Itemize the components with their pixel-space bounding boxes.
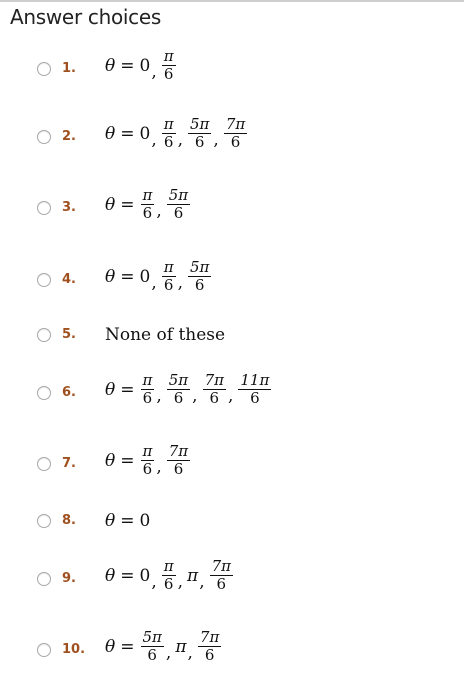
denominator: 6 — [173, 389, 184, 407]
equals-sign: = — [120, 450, 135, 471]
value-zero: 0 — [139, 565, 151, 586]
fraction-7pi-over-6 — [210, 558, 233, 593]
choice-number: 2. — [62, 129, 76, 144]
numerator: 7π — [199, 628, 220, 646]
top-divider — [0, 0, 464, 2]
fraction-5pi-over-6 — [188, 259, 211, 294]
value-zero: 0 — [139, 55, 151, 76]
numerator: 7π — [204, 371, 224, 389]
comma: , — [177, 272, 183, 293]
pi-symbol: π — [175, 636, 187, 657]
radio-choice-5[interactable] — [37, 328, 51, 342]
comma: , — [227, 385, 234, 406]
comma: , — [156, 456, 162, 477]
denominator: 6 — [250, 389, 260, 407]
numerator: π — [163, 557, 174, 575]
equals-sign: = — [120, 194, 135, 215]
radio-choice-2[interactable] — [37, 130, 51, 144]
value-zero: 0 — [139, 266, 151, 287]
equals-sign: = — [120, 636, 135, 657]
fraction-7pi-over-6 — [198, 629, 221, 664]
denominator: 6 — [163, 65, 174, 83]
radio-choice-9[interactable] — [37, 572, 51, 586]
denominator: 6 — [163, 133, 174, 151]
equals-sign: = — [120, 55, 135, 76]
comma: , — [192, 385, 198, 406]
theta-symbol: θ — [105, 511, 116, 531]
fraction-5pi-over-6 — [141, 629, 164, 664]
equals-sign: = — [120, 379, 135, 400]
theta-symbol: θ — [105, 565, 116, 586]
fraction-pi-over-6 — [162, 48, 176, 83]
comma: , — [151, 571, 157, 592]
comma: , — [151, 61, 157, 82]
numerator: π — [142, 371, 153, 389]
equals-sign: = — [120, 565, 135, 586]
comma: , — [177, 571, 183, 592]
choice-number: 9. — [62, 571, 76, 586]
choice-number: 6. — [62, 385, 76, 400]
choice-expression — [105, 187, 191, 222]
theta-symbol: θ — [105, 266, 116, 287]
comma: , — [156, 200, 162, 221]
radio-choice-1[interactable] — [37, 62, 51, 76]
numerator: 7π — [168, 442, 189, 460]
denominator: 6 — [163, 575, 174, 593]
fraction-pi-over-6 — [162, 116, 176, 151]
numerator: 5π — [168, 371, 189, 389]
radio-choice-3[interactable] — [37, 201, 51, 215]
denominator: 6 — [194, 133, 205, 151]
choice-expression — [105, 48, 177, 83]
denominator: 6 — [142, 204, 153, 222]
denominator: 6 — [230, 133, 241, 151]
denominator: 6 — [204, 646, 215, 664]
choice-number: 10. — [62, 642, 86, 657]
radio-choice-10[interactable] — [37, 643, 51, 657]
denominator: 6 — [173, 204, 184, 222]
choice-expression — [105, 558, 234, 593]
theta-symbol: θ — [105, 636, 116, 657]
denominator: 6 — [142, 460, 153, 478]
fraction-5pi-over-6 — [188, 116, 211, 151]
numerator: 5π — [190, 258, 210, 276]
choice-number: 7. — [62, 456, 76, 471]
answer-choice-1[interactable] — [0, 45, 464, 105]
denominator: 6 — [216, 575, 227, 593]
radio-choice-8[interactable] — [37, 514, 51, 528]
equals-sign: = — [120, 123, 135, 144]
numerator: 7π — [211, 557, 231, 575]
fraction-7pi-over-6 — [203, 372, 226, 407]
fraction-7pi-over-6 — [224, 116, 247, 151]
theta-symbol: θ — [105, 123, 116, 144]
denominator: 6 — [209, 389, 220, 407]
comma: , — [199, 571, 205, 592]
numerator: π — [163, 47, 174, 65]
radio-choice-7[interactable] — [37, 457, 51, 471]
equals-sign: = — [120, 511, 135, 531]
comma: , — [151, 129, 157, 150]
denominator: 6 — [163, 276, 174, 294]
fraction-5pi-over-6 — [167, 187, 190, 222]
answer-choice-9[interactable] — [0, 555, 464, 615]
answer-choices-heading: Answer choices — [10, 5, 162, 29]
choice-expression — [105, 511, 150, 531]
comma: , — [156, 385, 162, 406]
answer-choice-3[interactable] — [0, 179, 464, 239]
numerator: 7π — [225, 115, 246, 133]
choice-text: None of these — [105, 325, 226, 345]
fraction-pi-over-6 — [162, 558, 176, 593]
choice-expression — [105, 629, 222, 664]
answer-choice-7[interactable] — [0, 437, 464, 497]
comma: , — [165, 642, 172, 663]
comma: , — [213, 129, 219, 150]
answer-choice-6[interactable] — [0, 365, 464, 425]
answer-choice-10[interactable] — [0, 622, 464, 682]
choice-number: 8. — [62, 513, 76, 528]
denominator: 6 — [173, 460, 184, 478]
choice-number: 1. — [62, 61, 76, 76]
value-zero: 0 — [139, 511, 151, 531]
answer-choice-4[interactable] — [0, 250, 464, 310]
choice-expression — [105, 443, 191, 478]
radio-choice-6[interactable] — [37, 386, 51, 400]
choice-number: 3. — [62, 200, 76, 215]
numerator: 5π — [142, 628, 162, 646]
numerator: 5π — [168, 186, 189, 204]
fraction-pi-over-6 — [141, 443, 155, 478]
choice-expression — [105, 259, 212, 294]
numerator: π — [163, 258, 174, 276]
choice-expression — [105, 372, 272, 407]
radio-choice-4[interactable] — [37, 273, 51, 287]
choice-number: 5. — [62, 327, 76, 342]
theta-symbol: θ — [105, 194, 116, 215]
numerator: π — [142, 186, 153, 204]
value-zero: 0 — [139, 123, 151, 144]
theta-symbol: θ — [105, 55, 116, 76]
fraction-pi-over-6 — [141, 187, 155, 222]
fraction-pi-over-6 — [162, 259, 176, 294]
comma: , — [187, 642, 193, 663]
fraction-pi-over-6 — [141, 372, 155, 407]
fraction-5pi-over-6 — [167, 372, 190, 407]
numerator: π — [163, 115, 174, 133]
fraction-11pi-over-6 — [238, 372, 271, 407]
choice-number: 4. — [62, 272, 76, 287]
denominator: 6 — [194, 276, 205, 294]
comma: , — [177, 129, 183, 150]
numerator: π — [142, 442, 153, 460]
theta-symbol: θ — [105, 379, 116, 400]
comma: , — [151, 272, 157, 293]
answer-choice-2[interactable] — [0, 108, 464, 168]
denominator: 6 — [142, 389, 153, 407]
pi-symbol: π — [187, 565, 199, 586]
denominator: 6 — [147, 646, 157, 664]
numerator: 5π — [190, 115, 210, 133]
fraction-7pi-over-6 — [167, 443, 190, 478]
choice-expression — [105, 116, 248, 151]
equals-sign: = — [120, 266, 135, 287]
theta-symbol: θ — [105, 450, 116, 471]
numerator: 11π — [240, 371, 270, 389]
